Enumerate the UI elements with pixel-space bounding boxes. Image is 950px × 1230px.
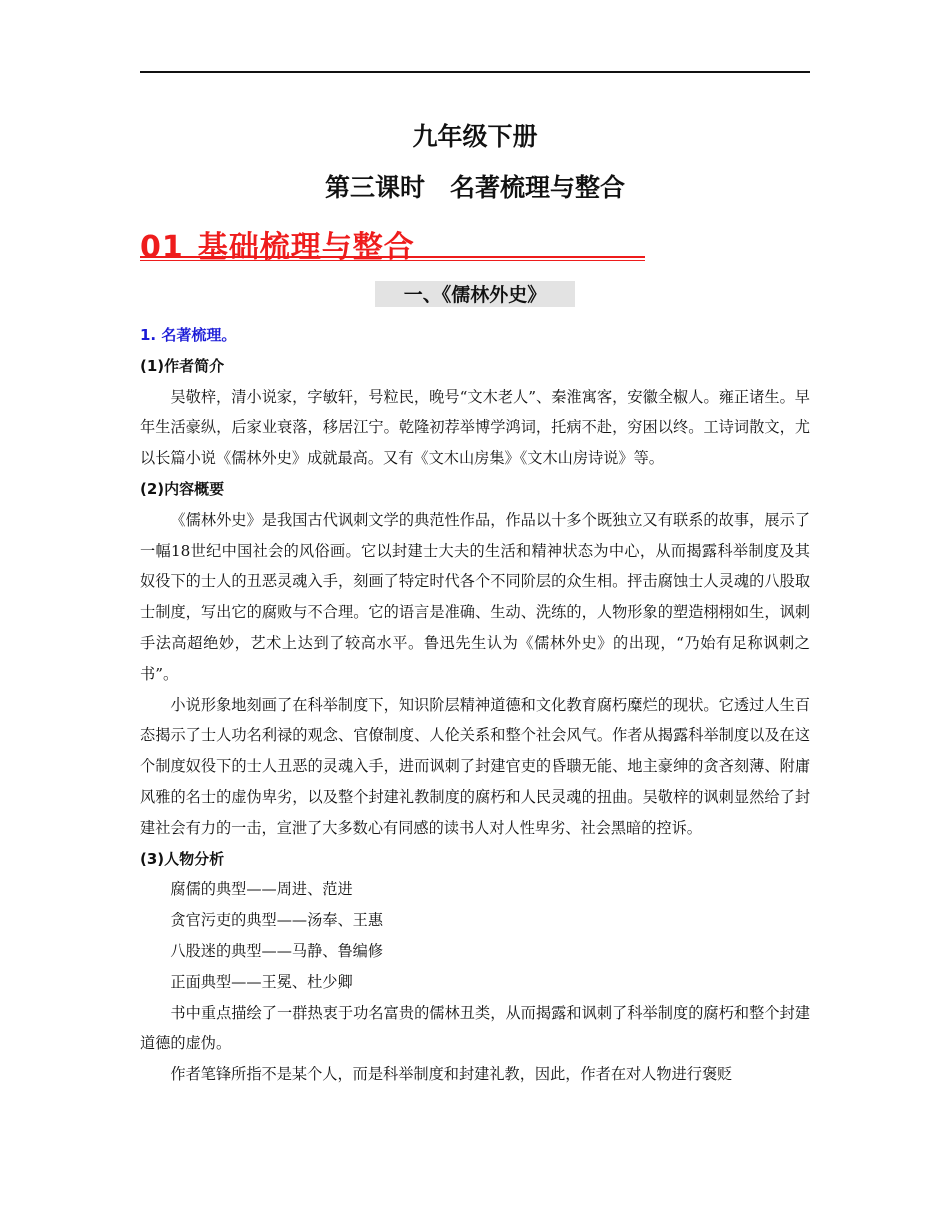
author-heading: (1)作者简介 bbox=[140, 356, 225, 375]
summary-heading: (2)内容概要 bbox=[140, 479, 225, 498]
subsection-title: 1. 名著梳理。 bbox=[140, 326, 237, 344]
content-body bbox=[140, 320, 810, 1090]
book-title: 一、《儒林外史》 bbox=[403, 284, 547, 306]
characters-heading: (3)人物分析 bbox=[140, 849, 225, 868]
section-title: 基础梳理与整合 bbox=[197, 230, 415, 265]
characters-paragraph: 作者笔锋所指不是某个人，而是科举制度和封建礼教，因此，作者在对人物进行褒贬 bbox=[170, 1065, 733, 1084]
page-title: 九年级下册 bbox=[412, 122, 538, 151]
section-number: 01 bbox=[140, 230, 184, 265]
header-rule bbox=[140, 71, 810, 73]
author-paragraph: 吴敬梓，清小说家，字敏轩，号粒民，晚号“文木老人”、秦淮寓客，安徽全椒人。雍正诸生。早年生活豪纵，后家业衰落，移居江宁。乾隆初荐举博学鸿词，托病不赴，穷困以终。工诗词散文，尤以长篇小说《儒林外史》成就最高。又有《文木山房集》《文木山房诗说》等。 bbox=[140, 387, 810, 468]
character-type-line: 贪官污吏的典型——汤奉、王惠 bbox=[170, 911, 384, 930]
summary-paragraph: 小说形象地刻画了在科举制度下，知识阶层精神道德和文化教育腐朽糜烂的现状。它透过人生百态揭示了士人功名利禄的观念、官僚制度、人伦关系和整个社会风气。作者从揭露科举制度以及在这个制度奴役下的士人丑恶的灵魂入手，进而讽刺了封建官吏的昏聩无能、地主豪绅的贪吝刻薄、附庸风雅的名士的虚伪卑劣，以及整个封建礼教制度的腐朽和人民灵魂的扭曲。吴敬梓的讽刺显然给了封建社会有力的一击，宣泄了大多数心有同感的读书人对人性卑劣、社会黑暗的控诉。 bbox=[140, 695, 810, 837]
section-underline-thin bbox=[140, 260, 645, 261]
section-underline bbox=[140, 256, 645, 258]
character-type-line: 八股迷的典型——马静、鲁编修 bbox=[170, 941, 384, 960]
summary-paragraph: 《儒林外史》是我国古代讽刺文学的典范性作品，作品以十多个既独立又有联系的故事，展示了一幅18世纪中国社会的风俗画。它以封建士大夫的生活和精神状态为中心，从而揭露科举制度及其奴役下的士人的丑恶灵魂入手，刻画了特定时代各个不同阶层的众生相。抨击腐蚀士人灵魂的八股取士制度，写出它的腐败与不合理。它的语言是准确、生动、洗练的，人物形象的塑造栩栩如生，讽刺手法高超绝妙，艺术上达到了较高水平。鲁迅先生认为《儒林外史》的出现，“乃始有足称讽刺之书”。 bbox=[140, 510, 810, 683]
character-type-line: 正面典型——王冕、杜少卿 bbox=[170, 972, 353, 991]
characters-paragraph: 书中重点描绘了一群热衷于功名富贵的儒林丑类，从而揭露和讽刺了科举制度的腐朽和整个封建道德的虚伪。 bbox=[140, 1003, 810, 1053]
character-type-line: 腐儒的典型——周进、范进 bbox=[170, 880, 353, 899]
lesson-title: 第三课时 名著梳理与整合 bbox=[324, 173, 625, 202]
